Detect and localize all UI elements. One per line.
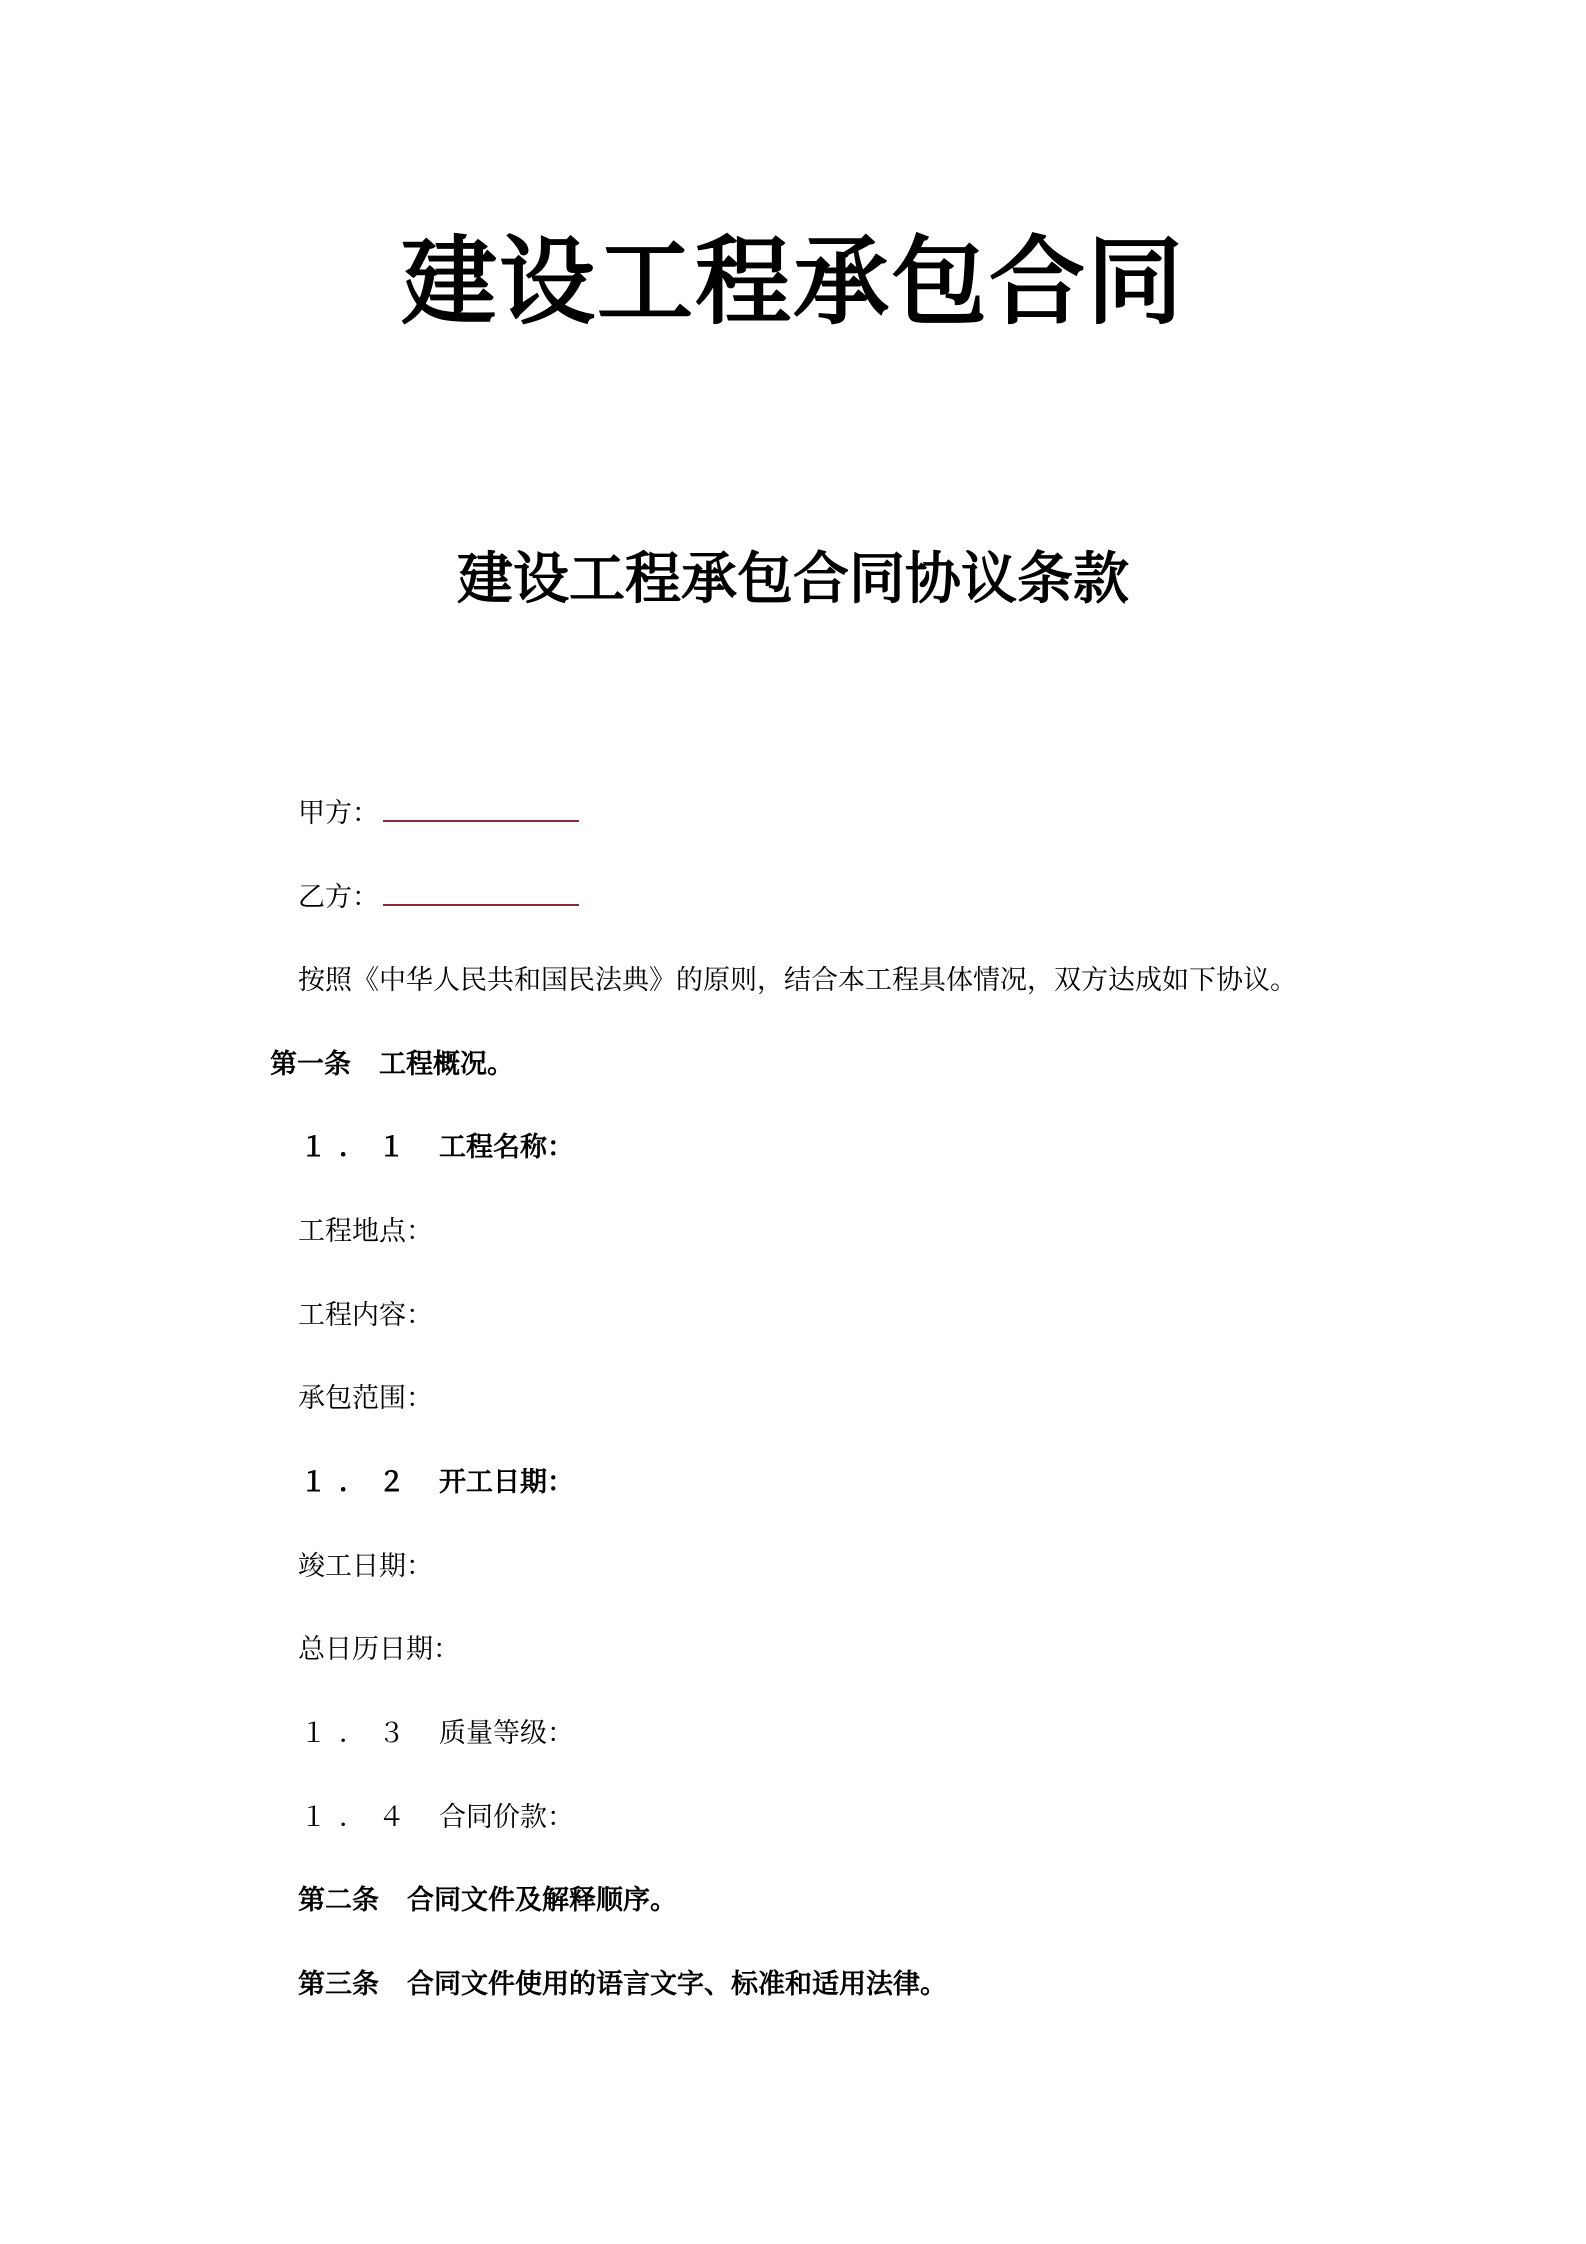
article-2-heading [298,1883,677,1919]
article-2-label: 第二条 [298,1885,379,1916]
document-subtitle: 建设工程承包合同协议条款 [457,547,1129,612]
contract-scope-label: 承包范围： [298,1383,433,1414]
article-3-heading [298,1967,947,2003]
party-b-blank [383,880,579,906]
document-title: 建设工程承包合同 [401,226,1185,338]
item-1-4-number: １．４ [300,1802,417,1833]
item-1-3 [300,1716,574,1752]
article-2-title: 合同文件及解释顺序。 [407,1885,677,1916]
total-calendar-days-label: 总日历日期： [298,1634,460,1665]
item-1-2-number: １．２ [300,1467,417,1498]
article-3-title: 合同文件使用的语言文字、标准和适用法律。 [407,1969,947,2000]
item-1-1-number: １．１ [300,1132,417,1163]
party-a-blank [383,796,579,822]
item-1-1-label: 工程名称： [439,1132,574,1163]
article-1-heading [270,1047,514,1083]
party-b-line [298,880,579,916]
party-a-line [298,796,579,832]
item-1-4 [300,1800,574,1836]
article-3-label: 第三条 [298,1969,379,2000]
article-1-label: 第一条 [270,1049,351,1080]
completion-date-label: 竣工日期： [298,1551,433,1582]
preamble-text: 按照《中华人民共和国民法典》的原则，结合本工程具体情况，双方达成如下协议。 [298,965,1297,996]
party-b-label: 乙方： [298,882,379,913]
article-1-title: 工程概况。 [379,1049,514,1080]
project-content-label: 工程内容： [298,1300,433,1331]
item-1-4-label: 合同价款： [439,1802,574,1833]
item-1-1 [300,1130,574,1166]
item-1-2-label: 开工日期： [439,1467,574,1498]
party-a-label: 甲方： [298,798,379,829]
project-location-label: 工程地点： [298,1216,433,1247]
item-1-3-label: 质量等级： [439,1718,574,1749]
item-1-3-number: １．３ [300,1718,417,1749]
item-1-2 [300,1465,574,1501]
